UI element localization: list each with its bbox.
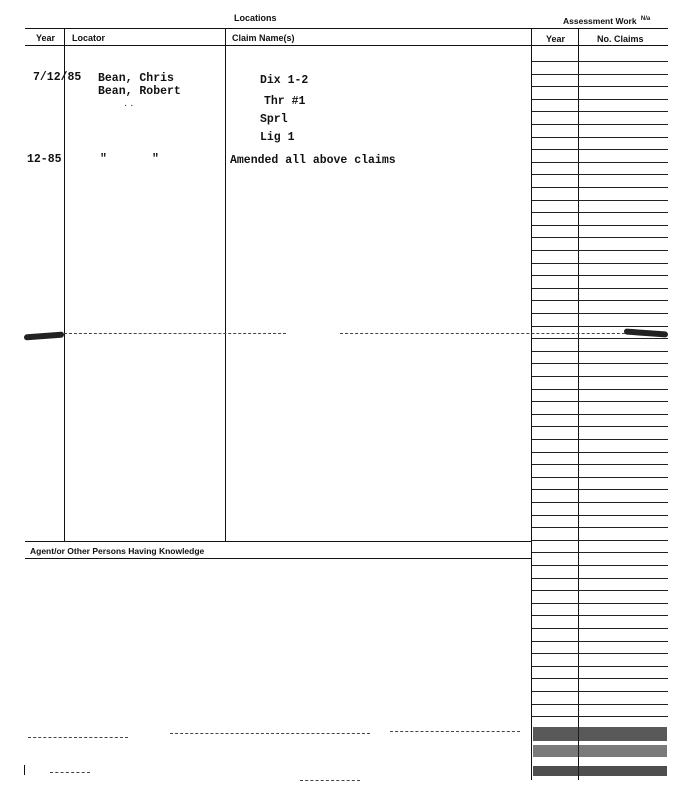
assessment-row-line: [532, 237, 668, 238]
claim-name: Sprl: [260, 113, 288, 126]
entry-locator: Bean, Robert: [98, 85, 181, 98]
claims-column-divider: [225, 28, 226, 542]
assessment-year-divider: [578, 28, 579, 780]
assessment-row-line: [532, 124, 668, 125]
assessment-row-line: [532, 137, 668, 138]
claim-note: Amended all above claims: [230, 154, 396, 167]
scan-smudge: [533, 727, 667, 741]
assessment-row-line: [532, 603, 668, 604]
assessment-row-line: [532, 401, 668, 402]
scan-line: [170, 733, 370, 734]
assessment-row-line: [532, 111, 668, 112]
assessment-row-line: [532, 615, 668, 616]
assessment-row-line: [532, 275, 668, 276]
assessment-row-line: [532, 61, 668, 62]
scan-line: [64, 333, 286, 334]
assessment-row-line: [532, 540, 668, 541]
assessment-row-line: [532, 174, 668, 175]
assessment-row-line: [532, 565, 668, 566]
assessment-row-line: [532, 477, 668, 478]
assessment-row-line: [532, 716, 668, 717]
assessment-row-line: [532, 452, 668, 453]
assessment-row-line: [532, 300, 668, 301]
locations-header: Locations: [234, 13, 277, 23]
assessment-row-line: [532, 99, 668, 100]
assessment-row-line: [532, 464, 668, 465]
assessment-row-line: [532, 200, 668, 201]
assessment-left-border: [531, 28, 532, 780]
assessment-row-line: [532, 502, 668, 503]
scan-line: [390, 731, 520, 732]
assessment-no-claims-column-header: No. Claims: [597, 34, 644, 44]
scan-smudge: [533, 766, 667, 776]
assessment-row-line: [532, 288, 668, 289]
stray-marks: · ·: [124, 100, 134, 111]
locator-column-header: Locator: [72, 33, 106, 43]
assessment-row-line: [532, 704, 668, 705]
agent-section-top-rule: [25, 541, 532, 542]
assessment-row-line: [532, 313, 668, 314]
assessment-work-header: [563, 16, 650, 26]
assessment-work-label: Assessment Work: [563, 16, 637, 26]
assessment-row-line: [532, 414, 668, 415]
table-top-rule: [25, 28, 668, 29]
scan-line: [300, 780, 360, 781]
ditto-mark: ": [100, 153, 107, 166]
entry-year: 7/12/85: [33, 71, 82, 84]
assessment-row-line: [532, 187, 668, 188]
assessment-row-line: [532, 527, 668, 528]
assessment-row-line: [532, 691, 668, 692]
claim-name: Lig 1: [260, 131, 295, 144]
scan-mark-left: [24, 332, 64, 341]
scan-smudge: [533, 745, 667, 757]
column-header-rule: [25, 45, 668, 46]
year-column-header: Year: [36, 33, 56, 43]
assessment-row-line: [532, 212, 668, 213]
ditto-mark: ": [152, 153, 159, 166]
assessment-row-line: [532, 641, 668, 642]
scan-line: [340, 333, 630, 334]
scan-tick: [24, 765, 25, 775]
claim-name: Dix 1-2: [260, 74, 309, 87]
entry-locator: Bean, Chris: [98, 72, 174, 85]
assessment-work-note: N/a: [640, 16, 651, 22]
entry-year: 12-85: [27, 153, 62, 166]
claim-names-column-header: Claim Name(s): [232, 33, 295, 43]
assessment-year-column-header: Year: [546, 34, 566, 44]
assessment-row-line: [532, 351, 668, 352]
assessment-row-line: [532, 86, 668, 87]
assessment-row-line: [532, 489, 668, 490]
assessment-row-line: [532, 263, 668, 264]
assessment-row-line: [532, 590, 668, 591]
agent-section-label-rule: [25, 558, 532, 559]
assessment-row-line: [532, 376, 668, 377]
assessment-row-line: [532, 326, 668, 327]
assessment-row-line: [532, 578, 668, 579]
scan-line: [50, 772, 90, 773]
assessment-row-line: [532, 162, 668, 163]
scan-mark-right: [624, 328, 668, 337]
assessment-row-line: [532, 426, 668, 427]
assessment-row-line: [532, 225, 668, 226]
assessment-row-line: [532, 552, 668, 553]
assessment-row-line: [532, 666, 668, 667]
assessment-row-line: [532, 363, 668, 364]
assessment-row-line: [532, 515, 668, 516]
assessment-row-line: [532, 149, 668, 150]
scan-line: [28, 737, 128, 738]
assessment-row-line: [532, 338, 668, 339]
locator-column-divider: [64, 28, 65, 542]
assessment-row-line: [532, 628, 668, 629]
assessment-row-line: [532, 678, 668, 679]
assessment-row-line: [532, 250, 668, 251]
assessment-row-line: [532, 389, 668, 390]
assessment-row-line: [532, 74, 668, 75]
claim-name: Thr #1: [264, 95, 306, 108]
assessment-row-line: [532, 653, 668, 654]
assessment-row-line: [532, 439, 668, 440]
agent-section-label: Agent/or Other Persons Having Knowledge: [30, 546, 205, 556]
